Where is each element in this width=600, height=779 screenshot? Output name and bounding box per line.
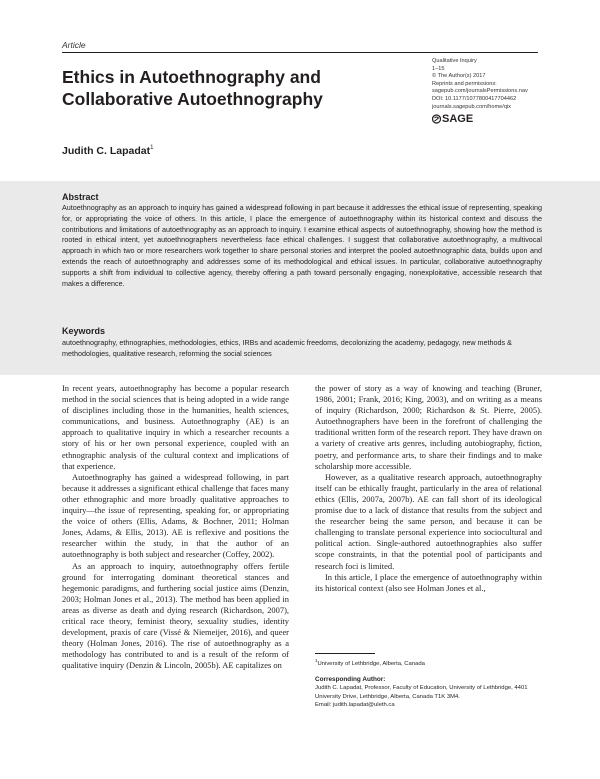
header-rule [62, 52, 538, 53]
journal-name: Qualitative Inquiry [432, 58, 477, 64]
author-name: Judith C. Lapadat [62, 145, 151, 157]
publisher-logo [432, 113, 542, 125]
reprints-link[interactable]: sagepub.com/journalsPermissions.nav [432, 88, 528, 95]
author-affiliation-mark: 1 [150, 144, 154, 151]
footnotes [315, 657, 542, 710]
journal-site-link[interactable]: journals.sagepub.com/home/qix [432, 103, 511, 110]
doi[interactable]: DOI: 10.1177/1077800417704462 [432, 95, 517, 102]
abstract-heading: Abstract [62, 192, 99, 202]
keywords-heading: Keywords [62, 326, 106, 336]
body-paragraph: However, as a qualitative research approach, autoethnography itself can be ethically fraught, particularly in the area of relational ethics (Ellis, 2007a, 2007b). AE can fall short of its ideological promise due to a lack of distance that results from the subject and the researcher being the same person, and because it can be challenging to translate personal experience into sociocultural and political action. Single-authored autoethnographies also suffer scope constraints, in that the potential pool of participants and research foci is limited. [315, 471, 542, 571]
author-line [62, 145, 153, 157]
body-paragraph: In this article, I place the emergence of autoethnography within its historical context (also see Holman Jones et al., [315, 571, 542, 593]
affiliation-mark: 1 [315, 658, 318, 663]
body-paragraph: the power of story as a way of knowing and teaching (Bruner, 1986, 2001; Frank, 2016; King, 2003), and on writing as a means of inquiry (Richardson, 2000; Richardson & St. Pierre, 2005). Autoethnographers have been in the forefront of challenging the traditional written form of the research report. They have drawn on a variety of creative arts genres, including autobiography, fiction, poetry, and performance arts, to share their findings and to make scholarship more accessible. [315, 383, 542, 471]
section-label: Article [62, 40, 86, 50]
corresponding-author-email[interactable]: Email: judith.lapadat@uleth.ca [315, 702, 395, 709]
journal-meta [432, 58, 542, 125]
page-range: 1–15 [432, 65, 445, 72]
body-paragraph: Autoethnography has gained a widespread following, in part because it addresses a significant ethical challenge that faces many other ethnographic and more broadly qualitative approaches to inquiry—the issue of representing, speaking for, or appropriating the voice of others (Ellis, Adams, & Bochner, 2011; Holman Jones, Adams, & Ellis, 2013). AE is reflexive and positions the researcher within the study, in that the author of an autoethnography is both subject and researcher (Coffey, 2002). [62, 471, 289, 560]
keywords-text: autoethnography, ethnographies, methodologies, ethics, IRBs and academic freedoms, decolonizing the academy, pedagogy, new methods & methodologies, qualitative research, reforming the social sciences [62, 338, 512, 358]
reprints-label: Reprints and permissions: [432, 80, 497, 87]
article-title: Ethics in Autoethnography and Collaborative Autoethnography [62, 67, 323, 109]
body-column-right [315, 383, 542, 594]
corresponding-author-address: Judith C. Lapadat, Professor, Faculty of Education, University of Lethbridge, 4401 University Drive, Lethbridge, Alberta, Canada T1K 3M4. [315, 685, 528, 700]
corresponding-author-heading: Corresponding Author: [315, 675, 386, 683]
affiliation-text: University of Lethbridge, Alberta, Canada [317, 660, 425, 667]
affiliation-footnote [315, 657, 542, 669]
body-paragraph: In recent years, autoethnography has become a popular research method in the social sciences that is being adopted in a wide range of disciplines including those in the humanities, health sciences, communications, and business. Autoethnography (AE) is an approach to qualitative inquiry in which a researcher recounts a story of his or her own personal experience, coupled with an ethnographic analysis of the cultural context and implications of that experience. [62, 383, 289, 471]
body-column-left [62, 383, 289, 671]
footnote-rule [315, 653, 375, 654]
abstract-text: Autoethnography as an approach to inquiry has gained a widespread following in part because it addresses the ethical issue of representing, speaking for, or appropriating the voice of others. In this article, I place the emergence of autoethnography within its historical context and discuss the contributions and limitations of autoethnography as an approach to inquiry. I examine ethical aspects of autoethnography, showing how the method is rooted in ethical intent, yet autoethnographers nevertheless face ethical challenges. I suggest that collaborative autoethnography, a multivocal approach in which two or more researchers work together to share personal stories and interpret the pooled autoethnographic data, builds upon and extends the reach of autoethnography and addresses some of its methodological and ethical issues. In particular, collaborative autoethnography supports a shift from individual to collective agency, thereby offering a path toward personally engaging, nonexploitative, accessible research that makes a difference. [62, 203, 542, 288]
body-paragraph: As an approach to inquiry, autoethnography offers fertile ground for interrogating dominant theoretical stances and hegemonic paradigms, and furthering social justice aims (Denzin, 2003; Holman Jones et al., 2013). The method has been applied in areas as diverse as death and dying research (Richardson, 2007), critical race theory, feminist theory, sexuality studies, identity development, praxis of care (Vissé & Niemeijer, 2016), and queer theory (Holman Jones, 2016). The rise of autoethnography as a methodology has contributed to and is a result of the reform of qualitative inquiry (Denzin & Lincoln, 2005b). AE capitalizes on [62, 560, 289, 671]
publisher-logo-text: SAGE [442, 113, 474, 126]
copyright: © The Author(s) 2017 [432, 73, 486, 80]
sage-mark-icon [432, 114, 441, 124]
